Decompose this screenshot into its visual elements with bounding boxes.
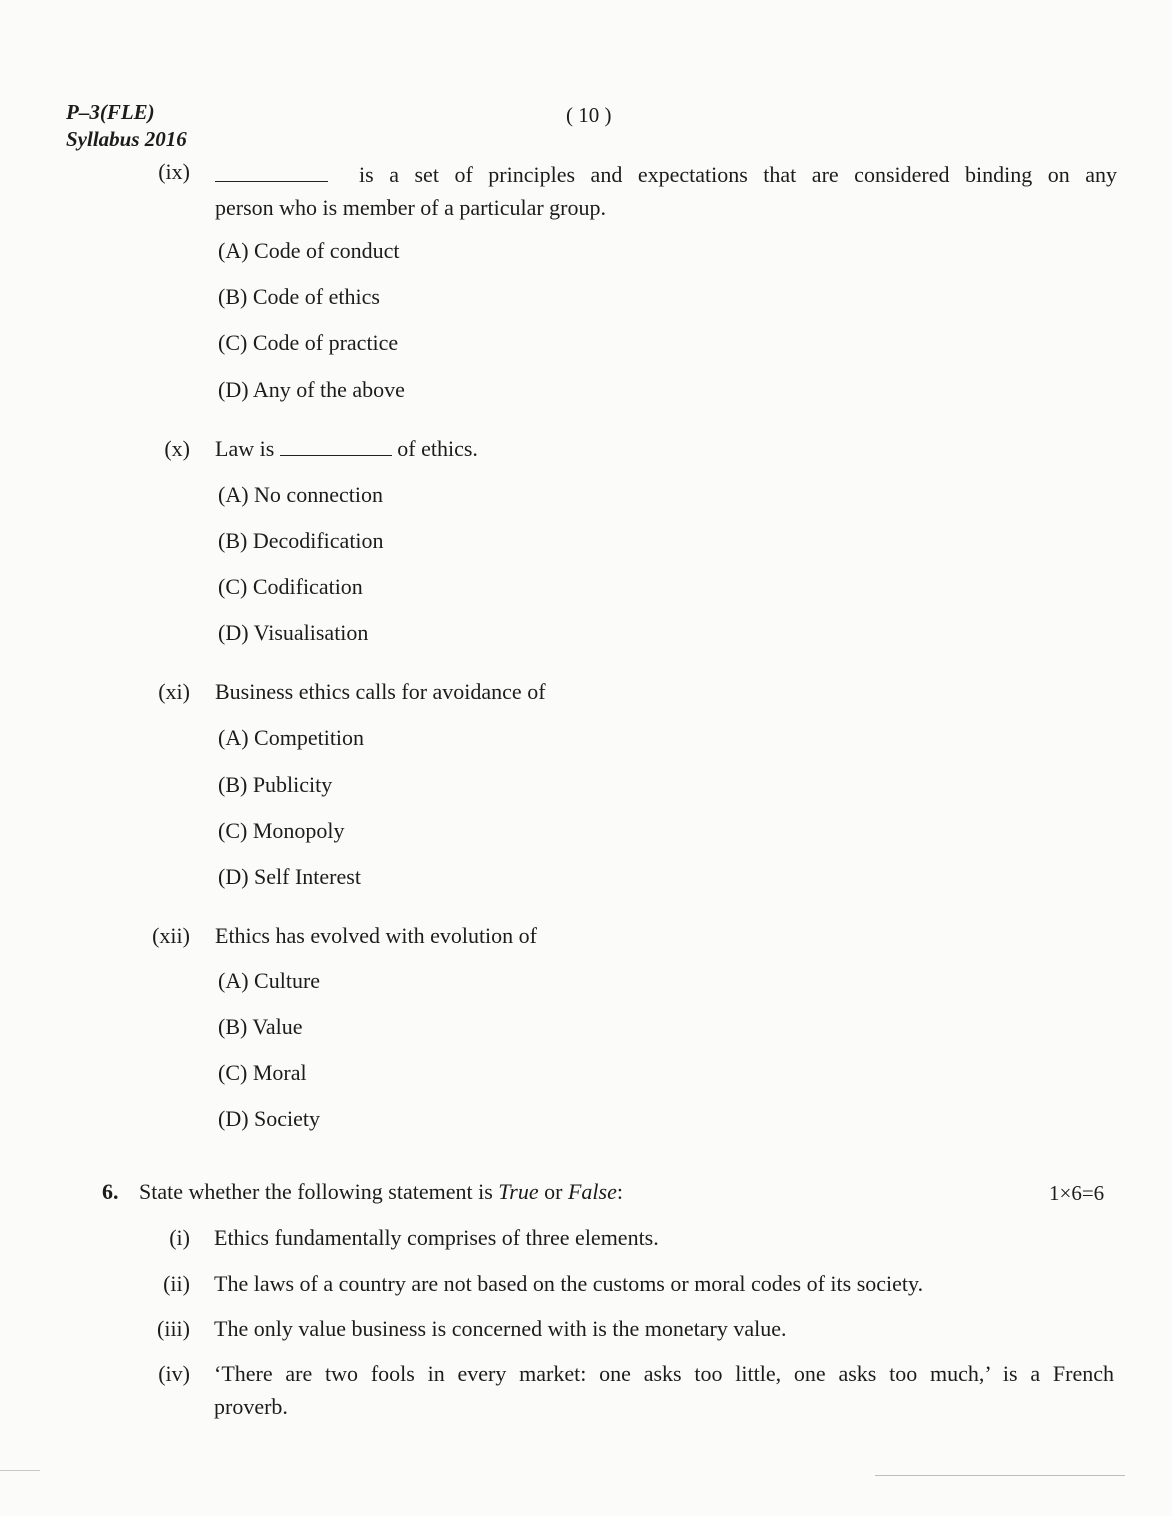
statement-number-ii: (ii) <box>163 1271 190 1296</box>
question-x-text-a: Law is <box>215 436 275 461</box>
statement-iii-text: The only value business is concerned with is the monetary value. <box>214 1316 787 1341</box>
question-ix-line2: person who is member of a particular group. <box>215 195 606 220</box>
question-number-x: (x) <box>164 436 190 461</box>
option-x-c: (C) Codification <box>218 574 363 599</box>
statement-number-iv: (iv) <box>158 1361 190 1386</box>
statement-iv-line2: proverb. <box>214 1394 288 1419</box>
question-number-xii: (xii) <box>152 923 190 948</box>
option-xii-c: (C) Moral <box>218 1060 307 1085</box>
syllabus-year: Syllabus 2016 <box>66 127 187 151</box>
option-x-d: (D) Visualisation <box>218 620 369 645</box>
option-ix-b: (B) Code of ethics <box>218 284 380 309</box>
option-ix-d: (D) Any of the above <box>218 377 405 402</box>
question-6-stem-a: State whether the following statement is <box>139 1179 493 1204</box>
question-number-6: 6. <box>102 1179 119 1204</box>
option-ix-a: (A) Code of conduct <box>218 238 400 263</box>
scan-edge-right <box>875 1475 1125 1476</box>
statement-iv-text: ‘There are two fools in every market: one asks too little, one asks too much,’ is a French <box>214 1361 1114 1386</box>
question-ix-text <box>215 162 1117 188</box>
question-xii-text: Ethics has evolved with evolution of <box>215 923 537 948</box>
answer-blank <box>215 181 328 182</box>
colon: : <box>616 1179 623 1204</box>
option-xi-b: (B) Publicity <box>218 772 333 797</box>
question-x-text-b: of ethics. <box>397 436 478 461</box>
statement-number-i: (i) <box>169 1225 190 1250</box>
option-x-b: (B) Decodification <box>218 528 384 553</box>
option-xi-c: (C) Monopoly <box>218 818 345 843</box>
question-number-ix: (ix) <box>158 159 190 184</box>
or-word: or <box>544 1179 563 1204</box>
scan-edge-left <box>0 1470 40 1471</box>
question-ix-line1: is a set of principles and expectations that are considered binding on any <box>359 162 1117 187</box>
option-xii-b: (B) Value <box>218 1014 303 1039</box>
paper-code: P–3(FLE) <box>66 100 155 124</box>
page-number: ( 10 ) <box>566 103 612 127</box>
question-number-xi: (xi) <box>158 679 190 704</box>
question-x-text <box>215 436 478 462</box>
option-xi-a: (A) Competition <box>218 725 365 750</box>
question-6-stem <box>139 1179 623 1205</box>
statement-ii-text: The laws of a country are not based on the customs or moral codes of its society. <box>214 1271 924 1296</box>
answer-blank <box>280 455 392 456</box>
marks-allocation: 1×6=6 <box>1049 1181 1105 1205</box>
option-xii-a: (A) Culture <box>218 968 321 993</box>
question-xi-text: Business ethics calls for avoidance of <box>215 679 546 704</box>
option-xii-d: (D) Society <box>218 1106 321 1131</box>
statement-number-iii: (iii) <box>157 1316 190 1341</box>
false-word: False <box>567 1179 617 1204</box>
option-ix-c: (C) Code of practice <box>218 330 399 355</box>
statement-i-text: Ethics fundamentally comprises of three elements. <box>214 1225 659 1250</box>
option-x-a: (A) No connection <box>218 482 383 507</box>
true-word: True <box>498 1179 539 1204</box>
option-xi-d: (D) Self Interest <box>218 864 361 889</box>
